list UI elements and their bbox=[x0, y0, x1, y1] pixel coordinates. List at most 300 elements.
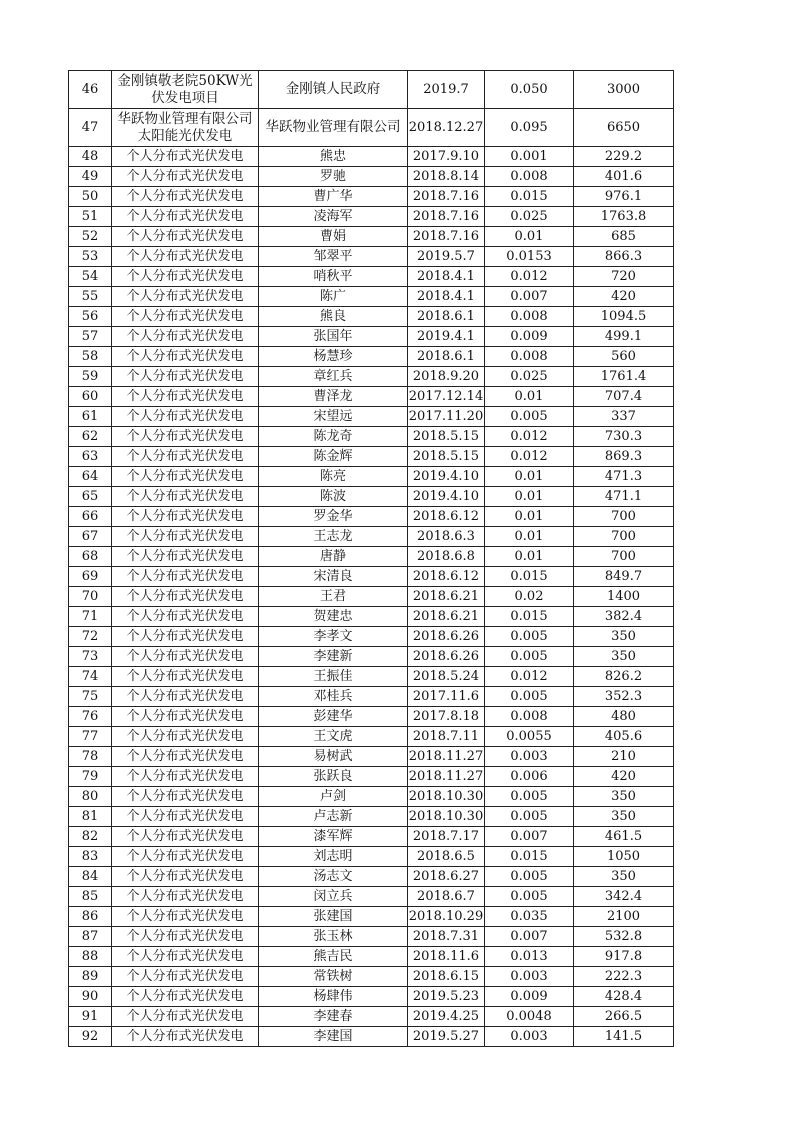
table-row bbox=[69, 167, 674, 187]
table-row bbox=[69, 787, 674, 807]
grid-date-cell: 2018.6.3 bbox=[408, 527, 485, 547]
amount-value-cell: 707.4 bbox=[574, 387, 674, 407]
row-number-cell: 53 bbox=[69, 247, 112, 267]
owner-name-cell: 张玉林 bbox=[259, 927, 408, 947]
table-row bbox=[69, 547, 674, 567]
capacity-value-cell: 0.01 bbox=[485, 387, 574, 407]
project-name-cell: 个人分布式光伏发电 bbox=[112, 1007, 259, 1027]
table-row bbox=[69, 467, 674, 487]
grid-date-cell: 2018.6.26 bbox=[408, 647, 485, 667]
row-number-cell: 55 bbox=[69, 287, 112, 307]
capacity-value-cell: 0.008 bbox=[485, 707, 574, 727]
project-name-cell: 个人分布式光伏发电 bbox=[112, 707, 259, 727]
row-number-cell: 69 bbox=[69, 567, 112, 587]
owner-name-cell: 卢剑 bbox=[259, 787, 408, 807]
grid-date-cell: 2018.6.1 bbox=[408, 307, 485, 327]
amount-value-cell: 869.3 bbox=[574, 447, 674, 467]
amount-value-cell: 352.3 bbox=[574, 687, 674, 707]
table-row bbox=[69, 567, 674, 587]
table-row bbox=[69, 487, 674, 507]
table-row bbox=[69, 287, 674, 307]
project-name-cell: 个人分布式光伏发电 bbox=[112, 307, 259, 327]
project-name-cell: 个人分布式光伏发电 bbox=[112, 827, 259, 847]
owner-name-cell: 陈广 bbox=[259, 287, 408, 307]
capacity-value-cell: 0.01 bbox=[485, 487, 574, 507]
amount-value-cell: 730.3 bbox=[574, 427, 674, 447]
owner-name-cell: 陈波 bbox=[259, 487, 408, 507]
row-number-cell: 49 bbox=[69, 167, 112, 187]
project-name-cell: 个人分布式光伏发电 bbox=[112, 867, 259, 887]
capacity-value-cell: 0.025 bbox=[485, 207, 574, 227]
project-name-cell: 个人分布式光伏发电 bbox=[112, 167, 259, 187]
owner-name-cell: 李建春 bbox=[259, 1007, 408, 1027]
owner-name-cell: 凌海军 bbox=[259, 207, 408, 227]
row-number-cell: 79 bbox=[69, 767, 112, 787]
project-name-cell: 个人分布式光伏发电 bbox=[112, 467, 259, 487]
owner-name-cell: 曹娟 bbox=[259, 227, 408, 247]
owner-name-cell: 李建新 bbox=[259, 647, 408, 667]
row-number-cell: 88 bbox=[69, 947, 112, 967]
table-row bbox=[69, 367, 674, 387]
row-number-cell: 84 bbox=[69, 867, 112, 887]
project-name-cell: 个人分布式光伏发电 bbox=[112, 447, 259, 467]
table-row bbox=[69, 327, 674, 347]
owner-name-cell: 哨秋平 bbox=[259, 267, 408, 287]
amount-value-cell: 6650 bbox=[574, 109, 674, 147]
row-number-cell: 60 bbox=[69, 387, 112, 407]
capacity-value-cell: 0.005 bbox=[485, 887, 574, 907]
table-row bbox=[69, 267, 674, 287]
owner-name-cell: 熊良 bbox=[259, 307, 408, 327]
capacity-value-cell: 0.012 bbox=[485, 667, 574, 687]
grid-date-cell: 2018.6.26 bbox=[408, 627, 485, 647]
row-number-cell: 85 bbox=[69, 887, 112, 907]
row-number-cell: 46 bbox=[69, 71, 112, 109]
grid-date-cell: 2018.10.30 bbox=[408, 807, 485, 827]
amount-value-cell: 401.6 bbox=[574, 167, 674, 187]
capacity-value-cell: 0.01 bbox=[485, 507, 574, 527]
project-name-cell: 个人分布式光伏发电 bbox=[112, 287, 259, 307]
amount-value-cell: 350 bbox=[574, 787, 674, 807]
grid-date-cell: 2018.6.5 bbox=[408, 847, 485, 867]
capacity-value-cell: 0.012 bbox=[485, 427, 574, 447]
amount-value-cell: 1400 bbox=[574, 587, 674, 607]
owner-name-cell: 彭建华 bbox=[259, 707, 408, 727]
row-number-cell: 92 bbox=[69, 1027, 112, 1047]
row-number-cell: 90 bbox=[69, 987, 112, 1007]
grid-date-cell: 2018.6.12 bbox=[408, 507, 485, 527]
capacity-value-cell: 0.005 bbox=[485, 407, 574, 427]
row-number-cell: 58 bbox=[69, 347, 112, 367]
owner-name-cell: 李孝文 bbox=[259, 627, 408, 647]
table-row bbox=[69, 907, 674, 927]
capacity-value-cell: 0.009 bbox=[485, 327, 574, 347]
capacity-value-cell: 0.008 bbox=[485, 167, 574, 187]
capacity-value-cell: 0.007 bbox=[485, 287, 574, 307]
amount-value-cell: 266.5 bbox=[574, 1007, 674, 1027]
owner-name-cell: 唐静 bbox=[259, 547, 408, 567]
capacity-value-cell: 0.007 bbox=[485, 927, 574, 947]
project-name-cell: 个人分布式光伏发电 bbox=[112, 807, 259, 827]
amount-value-cell: 560 bbox=[574, 347, 674, 367]
capacity-value-cell: 0.095 bbox=[485, 109, 574, 147]
table-row bbox=[69, 887, 674, 907]
project-name-cell: 个人分布式光伏发电 bbox=[112, 1027, 259, 1047]
table-row bbox=[69, 207, 674, 227]
grid-date-cell: 2017.11.6 bbox=[408, 687, 485, 707]
row-number-cell: 47 bbox=[69, 109, 112, 147]
owner-name-cell: 宋清良 bbox=[259, 567, 408, 587]
table-row bbox=[69, 727, 674, 747]
row-number-cell: 82 bbox=[69, 827, 112, 847]
capacity-value-cell: 0.005 bbox=[485, 687, 574, 707]
project-name-cell: 个人分布式光伏发电 bbox=[112, 747, 259, 767]
capacity-value-cell: 0.050 bbox=[485, 71, 574, 109]
project-name-cell: 个人分布式光伏发电 bbox=[112, 247, 259, 267]
table-row bbox=[69, 687, 674, 707]
amount-value-cell: 350 bbox=[574, 627, 674, 647]
row-number-cell: 72 bbox=[69, 627, 112, 647]
table-row bbox=[69, 627, 674, 647]
capacity-value-cell: 0.01 bbox=[485, 547, 574, 567]
owner-name-cell: 宋望远 bbox=[259, 407, 408, 427]
capacity-value-cell: 0.007 bbox=[485, 827, 574, 847]
project-name-cell: 个人分布式光伏发电 bbox=[112, 387, 259, 407]
row-number-cell: 73 bbox=[69, 647, 112, 667]
capacity-value-cell: 0.003 bbox=[485, 967, 574, 987]
amount-value-cell: 471.1 bbox=[574, 487, 674, 507]
grid-date-cell: 2018.7.11 bbox=[408, 727, 485, 747]
grid-date-cell: 2019.4.25 bbox=[408, 1007, 485, 1027]
table-row bbox=[69, 307, 674, 327]
row-number-cell: 67 bbox=[69, 527, 112, 547]
amount-value-cell: 1761.4 bbox=[574, 367, 674, 387]
capacity-value-cell: 0.003 bbox=[485, 1027, 574, 1047]
grid-date-cell: 2018.4.1 bbox=[408, 267, 485, 287]
grid-date-cell: 2019.5.7 bbox=[408, 247, 485, 267]
owner-name-cell: 张国年 bbox=[259, 327, 408, 347]
row-number-cell: 66 bbox=[69, 507, 112, 527]
owner-name-cell: 陈龙奇 bbox=[259, 427, 408, 447]
owner-name-cell: 张建国 bbox=[259, 907, 408, 927]
row-number-cell: 52 bbox=[69, 227, 112, 247]
grid-date-cell: 2017.9.10 bbox=[408, 147, 485, 167]
capacity-value-cell: 0.02 bbox=[485, 587, 574, 607]
project-name-cell: 个人分布式光伏发电 bbox=[112, 567, 259, 587]
owner-name-cell: 罗驰 bbox=[259, 167, 408, 187]
capacity-value-cell: 0.015 bbox=[485, 847, 574, 867]
row-number-cell: 71 bbox=[69, 607, 112, 627]
grid-date-cell: 2019.7 bbox=[408, 71, 485, 109]
grid-date-cell: 2018.10.29 bbox=[408, 907, 485, 927]
owner-name-cell: 金刚镇人民政府 bbox=[259, 71, 408, 109]
capacity-value-cell: 0.006 bbox=[485, 767, 574, 787]
table-row bbox=[69, 967, 674, 987]
grid-date-cell: 2018.7.16 bbox=[408, 187, 485, 207]
amount-value-cell: 405.6 bbox=[574, 727, 674, 747]
owner-name-cell: 王文虎 bbox=[259, 727, 408, 747]
row-number-cell: 65 bbox=[69, 487, 112, 507]
capacity-value-cell: 0.005 bbox=[485, 807, 574, 827]
capacity-value-cell: 0.035 bbox=[485, 907, 574, 927]
table-row bbox=[69, 947, 674, 967]
table-row bbox=[69, 187, 674, 207]
project-name-cell: 个人分布式光伏发电 bbox=[112, 587, 259, 607]
grid-date-cell: 2018.11.6 bbox=[408, 947, 485, 967]
table-row bbox=[69, 667, 674, 687]
project-name-cell: 个人分布式光伏发电 bbox=[112, 187, 259, 207]
project-name-cell: 个人分布式光伏发电 bbox=[112, 907, 259, 927]
owner-name-cell: 陈亮 bbox=[259, 467, 408, 487]
row-number-cell: 83 bbox=[69, 847, 112, 867]
owner-name-cell: 陈金辉 bbox=[259, 447, 408, 467]
grid-date-cell: 2019.4.1 bbox=[408, 327, 485, 347]
owner-name-cell: 杨肆伟 bbox=[259, 987, 408, 1007]
project-name-cell: 个人分布式光伏发电 bbox=[112, 767, 259, 787]
table-row bbox=[69, 527, 674, 547]
row-number-cell: 59 bbox=[69, 367, 112, 387]
grid-date-cell: 2018.12.27 bbox=[408, 109, 485, 147]
capacity-value-cell: 0.015 bbox=[485, 187, 574, 207]
owner-name-cell: 李建国 bbox=[259, 1027, 408, 1047]
grid-date-cell: 2018.7.16 bbox=[408, 227, 485, 247]
grid-date-cell: 2018.6.7 bbox=[408, 887, 485, 907]
table-row bbox=[69, 427, 674, 447]
amount-value-cell: 480 bbox=[574, 707, 674, 727]
project-table bbox=[68, 70, 674, 1047]
capacity-value-cell: 0.01 bbox=[485, 227, 574, 247]
amount-value-cell: 3000 bbox=[574, 71, 674, 109]
table-row bbox=[69, 109, 674, 147]
amount-value-cell: 866.3 bbox=[574, 247, 674, 267]
capacity-value-cell: 0.009 bbox=[485, 987, 574, 1007]
row-number-cell: 74 bbox=[69, 667, 112, 687]
owner-name-cell: 刘志明 bbox=[259, 847, 408, 867]
row-number-cell: 70 bbox=[69, 587, 112, 607]
amount-value-cell: 1050 bbox=[574, 847, 674, 867]
row-number-cell: 57 bbox=[69, 327, 112, 347]
row-number-cell: 78 bbox=[69, 747, 112, 767]
amount-value-cell: 420 bbox=[574, 287, 674, 307]
capacity-value-cell: 0.008 bbox=[485, 347, 574, 367]
capacity-value-cell: 0.0153 bbox=[485, 247, 574, 267]
capacity-value-cell: 0.025 bbox=[485, 367, 574, 387]
owner-name-cell: 贺建忠 bbox=[259, 607, 408, 627]
amount-value-cell: 471.3 bbox=[574, 467, 674, 487]
grid-date-cell: 2018.11.27 bbox=[408, 767, 485, 787]
project-name-cell: 个人分布式光伏发电 bbox=[112, 647, 259, 667]
owner-name-cell: 卢志新 bbox=[259, 807, 408, 827]
capacity-value-cell: 0.0055 bbox=[485, 727, 574, 747]
project-name-cell: 个人分布式光伏发电 bbox=[112, 607, 259, 627]
owner-name-cell: 曹泽龙 bbox=[259, 387, 408, 407]
amount-value-cell: 420 bbox=[574, 767, 674, 787]
owner-name-cell: 杨慧珍 bbox=[259, 347, 408, 367]
row-number-cell: 51 bbox=[69, 207, 112, 227]
project-name-cell: 个人分布式光伏发电 bbox=[112, 547, 259, 567]
amount-value-cell: 461.5 bbox=[574, 827, 674, 847]
grid-date-cell: 2018.6.12 bbox=[408, 567, 485, 587]
project-name-cell: 个人分布式光伏发电 bbox=[112, 667, 259, 687]
project-name-cell: 个人分布式光伏发电 bbox=[112, 147, 259, 167]
capacity-value-cell: 0.01 bbox=[485, 467, 574, 487]
grid-date-cell: 2018.7.17 bbox=[408, 827, 485, 847]
grid-date-cell: 2018.5.15 bbox=[408, 447, 485, 467]
grid-date-cell: 2018.6.1 bbox=[408, 347, 485, 367]
grid-date-cell: 2018.5.24 bbox=[408, 667, 485, 687]
project-name-cell: 个人分布式光伏发电 bbox=[112, 687, 259, 707]
table-row bbox=[69, 447, 674, 467]
owner-name-cell: 章红兵 bbox=[259, 367, 408, 387]
project-name-cell: 个人分布式光伏发电 bbox=[112, 347, 259, 367]
capacity-value-cell: 0.005 bbox=[485, 627, 574, 647]
grid-date-cell: 2019.4.10 bbox=[408, 487, 485, 507]
project-name-cell: 个人分布式光伏发电 bbox=[112, 427, 259, 447]
amount-value-cell: 222.3 bbox=[574, 967, 674, 987]
capacity-value-cell: 0.015 bbox=[485, 567, 574, 587]
table-row bbox=[69, 767, 674, 787]
grid-date-cell: 2018.5.15 bbox=[408, 427, 485, 447]
owner-name-cell: 华跃物业管理有限公司 bbox=[259, 109, 408, 147]
project-name-cell: 个人分布式光伏发电 bbox=[112, 947, 259, 967]
row-number-cell: 81 bbox=[69, 807, 112, 827]
table-row bbox=[69, 347, 674, 367]
amount-value-cell: 499.1 bbox=[574, 327, 674, 347]
project-name-cell: 个人分布式光伏发电 bbox=[112, 987, 259, 1007]
row-number-cell: 80 bbox=[69, 787, 112, 807]
project-name-cell: 个人分布式光伏发电 bbox=[112, 507, 259, 527]
table-row bbox=[69, 867, 674, 887]
grid-date-cell: 2018.6.21 bbox=[408, 607, 485, 627]
amount-value-cell: 210 bbox=[574, 747, 674, 767]
owner-name-cell: 曹广华 bbox=[259, 187, 408, 207]
owner-name-cell: 邹翠平 bbox=[259, 247, 408, 267]
row-number-cell: 62 bbox=[69, 427, 112, 447]
row-number-cell: 86 bbox=[69, 907, 112, 927]
grid-date-cell: 2017.12.14 bbox=[408, 387, 485, 407]
grid-date-cell: 2018.10.30 bbox=[408, 787, 485, 807]
owner-name-cell: 邓桂兵 bbox=[259, 687, 408, 707]
owner-name-cell: 王振佳 bbox=[259, 667, 408, 687]
row-number-cell: 64 bbox=[69, 467, 112, 487]
row-number-cell: 75 bbox=[69, 687, 112, 707]
capacity-value-cell: 0.005 bbox=[485, 867, 574, 887]
table-row bbox=[69, 407, 674, 427]
project-name-cell: 个人分布式光伏发电 bbox=[112, 927, 259, 947]
table-row bbox=[69, 387, 674, 407]
grid-date-cell: 2018.8.14 bbox=[408, 167, 485, 187]
table-row bbox=[69, 707, 674, 727]
capacity-value-cell: 0.012 bbox=[485, 267, 574, 287]
amount-value-cell: 685 bbox=[574, 227, 674, 247]
grid-date-cell: 2019.4.10 bbox=[408, 467, 485, 487]
grid-date-cell: 2018.7.31 bbox=[408, 927, 485, 947]
project-name-cell: 个人分布式光伏发电 bbox=[112, 227, 259, 247]
grid-date-cell: 2018.6.15 bbox=[408, 967, 485, 987]
row-number-cell: 61 bbox=[69, 407, 112, 427]
owner-name-cell: 汤志文 bbox=[259, 867, 408, 887]
project-name-cell: 个人分布式光伏发电 bbox=[112, 267, 259, 287]
amount-value-cell: 342.4 bbox=[574, 887, 674, 907]
amount-value-cell: 700 bbox=[574, 527, 674, 547]
grid-date-cell: 2018.6.21 bbox=[408, 587, 485, 607]
row-number-cell: 63 bbox=[69, 447, 112, 467]
capacity-value-cell: 0.005 bbox=[485, 647, 574, 667]
project-name-cell: 个人分布式光伏发电 bbox=[112, 327, 259, 347]
project-name-cell: 个人分布式光伏发电 bbox=[112, 887, 259, 907]
amount-value-cell: 532.8 bbox=[574, 927, 674, 947]
amount-value-cell: 229.2 bbox=[574, 147, 674, 167]
table-row bbox=[69, 507, 674, 527]
amount-value-cell: 2100 bbox=[574, 907, 674, 927]
row-number-cell: 50 bbox=[69, 187, 112, 207]
grid-date-cell: 2018.6.27 bbox=[408, 867, 485, 887]
grid-date-cell: 2018.6.8 bbox=[408, 547, 485, 567]
row-number-cell: 89 bbox=[69, 967, 112, 987]
amount-value-cell: 350 bbox=[574, 807, 674, 827]
grid-date-cell: 2018.7.16 bbox=[408, 207, 485, 227]
table-row bbox=[69, 847, 674, 867]
grid-date-cell: 2017.8.18 bbox=[408, 707, 485, 727]
table-row bbox=[69, 587, 674, 607]
project-name-cell: 个人分布式光伏发电 bbox=[112, 627, 259, 647]
amount-value-cell: 720 bbox=[574, 267, 674, 287]
project-name-cell: 金刚镇敬老院50KW光伏发电项目 bbox=[112, 71, 259, 109]
amount-value-cell: 141.5 bbox=[574, 1027, 674, 1047]
capacity-value-cell: 0.01 bbox=[485, 527, 574, 547]
row-number-cell: 68 bbox=[69, 547, 112, 567]
table-row bbox=[69, 71, 674, 109]
capacity-value-cell: 0.001 bbox=[485, 147, 574, 167]
row-number-cell: 76 bbox=[69, 707, 112, 727]
table-row bbox=[69, 647, 674, 667]
project-name-cell: 个人分布式光伏发电 bbox=[112, 527, 259, 547]
project-name-cell: 个人分布式光伏发电 bbox=[112, 487, 259, 507]
row-number-cell: 48 bbox=[69, 147, 112, 167]
owner-name-cell: 闵立兵 bbox=[259, 887, 408, 907]
table-row bbox=[69, 927, 674, 947]
owner-name-cell: 罗金华 bbox=[259, 507, 408, 527]
project-name-cell: 个人分布式光伏发电 bbox=[112, 367, 259, 387]
owner-name-cell: 熊忠 bbox=[259, 147, 408, 167]
grid-date-cell: 2018.4.1 bbox=[408, 287, 485, 307]
owner-name-cell: 常铁树 bbox=[259, 967, 408, 987]
project-name-cell: 华跃物业管理有限公司太阳能光伏发电 bbox=[112, 109, 259, 147]
owner-name-cell: 王君 bbox=[259, 587, 408, 607]
table-row bbox=[69, 747, 674, 767]
row-number-cell: 87 bbox=[69, 927, 112, 947]
amount-value-cell: 849.7 bbox=[574, 567, 674, 587]
row-number-cell: 56 bbox=[69, 307, 112, 327]
table-row bbox=[69, 607, 674, 627]
amount-value-cell: 350 bbox=[574, 867, 674, 887]
owner-name-cell: 熊吉民 bbox=[259, 947, 408, 967]
grid-date-cell: 2018.11.27 bbox=[408, 747, 485, 767]
grid-date-cell: 2019.5.27 bbox=[408, 1027, 485, 1047]
table-row bbox=[69, 1007, 674, 1027]
row-number-cell: 91 bbox=[69, 1007, 112, 1027]
grid-date-cell: 2018.9.20 bbox=[408, 367, 485, 387]
amount-value-cell: 1094.5 bbox=[574, 307, 674, 327]
owner-name-cell: 漆军辉 bbox=[259, 827, 408, 847]
project-name-cell: 个人分布式光伏发电 bbox=[112, 847, 259, 867]
row-number-cell: 77 bbox=[69, 727, 112, 747]
owner-name-cell: 张跃良 bbox=[259, 767, 408, 787]
amount-value-cell: 976.1 bbox=[574, 187, 674, 207]
capacity-value-cell: 0.003 bbox=[485, 747, 574, 767]
grid-date-cell: 2019.5.23 bbox=[408, 987, 485, 1007]
capacity-value-cell: 0.012 bbox=[485, 447, 574, 467]
